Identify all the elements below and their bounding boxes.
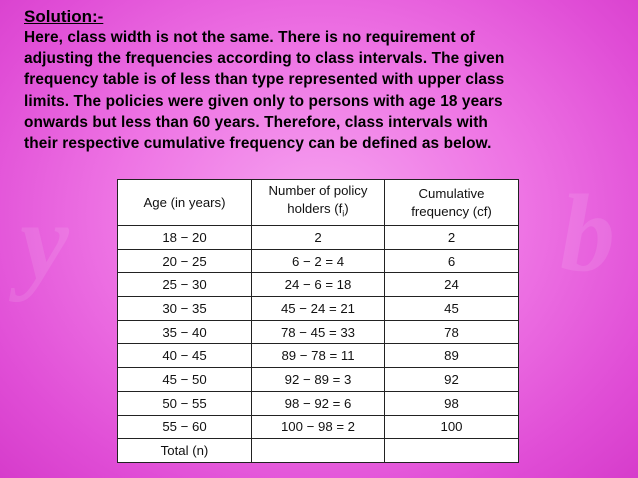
cell-policy-holders: 100 − 98 = 2 xyxy=(252,415,385,439)
cumulative-frequency-table xyxy=(117,179,519,463)
cell-age: 50 − 55 xyxy=(118,391,252,415)
cell-age: 25 − 30 xyxy=(118,273,252,297)
header-cf-line2: frequency (cf) xyxy=(411,203,492,219)
cell-age: 40 − 45 xyxy=(118,344,252,368)
cell-policy-holders: 6 − 2 = 4 xyxy=(252,249,385,273)
header-policy-holders xyxy=(252,180,385,226)
table-row xyxy=(118,320,519,344)
cell-cumulative: 92 xyxy=(385,368,519,392)
cell-policy-holders: 89 − 78 = 11 xyxy=(252,344,385,368)
cell-total-cumulative xyxy=(385,439,519,463)
table-row xyxy=(118,249,519,273)
cell-age: 30 − 35 xyxy=(118,297,252,321)
solution-title: Solution:- xyxy=(24,7,104,26)
header-policy-line2-pre: holders (f xyxy=(287,201,343,217)
table-row xyxy=(118,344,519,368)
table-row xyxy=(118,368,519,392)
solution-line: onwards but less than 60 years. Therefore, class intervals with xyxy=(24,113,488,131)
cell-cumulative: 45 xyxy=(385,297,519,321)
cell-policy-holders: 98 − 92 = 6 xyxy=(252,391,385,415)
background-y-glyph: y xyxy=(20,180,69,302)
cell-cumulative: 100 xyxy=(385,415,519,439)
table-row xyxy=(118,391,519,415)
cell-policy-holders: 24 − 6 = 18 xyxy=(252,273,385,297)
header-cumulative-frequency xyxy=(385,180,519,226)
cell-cumulative: 78 xyxy=(385,320,519,344)
cell-policy-holders: 45 − 24 = 21 xyxy=(252,297,385,321)
cell-total-label: Total (n) xyxy=(118,439,252,463)
cell-total-policy-holders xyxy=(252,439,385,463)
solution-line: frequency table is of less than type represented with upper class xyxy=(24,71,505,89)
solution-line: adjusting the frequencies according to class intervals. The given xyxy=(24,50,505,68)
background-b-glyph: b xyxy=(560,172,615,294)
cell-age: 18 − 20 xyxy=(118,226,252,250)
header-policy-line1: Number of policy xyxy=(268,183,368,199)
table-row xyxy=(118,297,519,321)
cell-policy-holders: 78 − 45 = 33 xyxy=(252,320,385,344)
table-total-row xyxy=(118,439,519,463)
cell-policy-holders: 92 − 89 = 3 xyxy=(252,368,385,392)
cell-cumulative: 89 xyxy=(385,344,519,368)
table-row xyxy=(118,273,519,297)
cell-age: 20 − 25 xyxy=(118,249,252,273)
cell-cumulative: 2 xyxy=(385,226,519,250)
header-cf-line1: Cumulative xyxy=(418,185,485,201)
table-header-row xyxy=(118,180,519,226)
header-policy-line2-post: ) xyxy=(344,201,349,217)
cell-age: 55 − 60 xyxy=(118,415,252,439)
cell-cumulative: 98 xyxy=(385,391,519,415)
header-policy-subscript: i xyxy=(342,208,345,219)
cell-cumulative: 24 xyxy=(385,273,519,297)
solution-line: limits. The policies were given only to persons with age 18 years xyxy=(24,92,503,110)
table-row xyxy=(118,415,519,439)
header-age: Age (in years) xyxy=(118,180,252,226)
cell-policy-holders: 2 xyxy=(252,226,385,250)
solution-line: Here, class width is not the same. There is no requirement of xyxy=(24,29,475,46)
cell-age: 45 − 50 xyxy=(118,368,252,392)
cell-age: 35 − 40 xyxy=(118,320,252,344)
solution-line: their respective cumulative frequency can be defined as below. xyxy=(24,135,492,153)
solution-block xyxy=(24,6,624,154)
table-row xyxy=(118,226,519,250)
cell-cumulative: 6 xyxy=(385,249,519,273)
